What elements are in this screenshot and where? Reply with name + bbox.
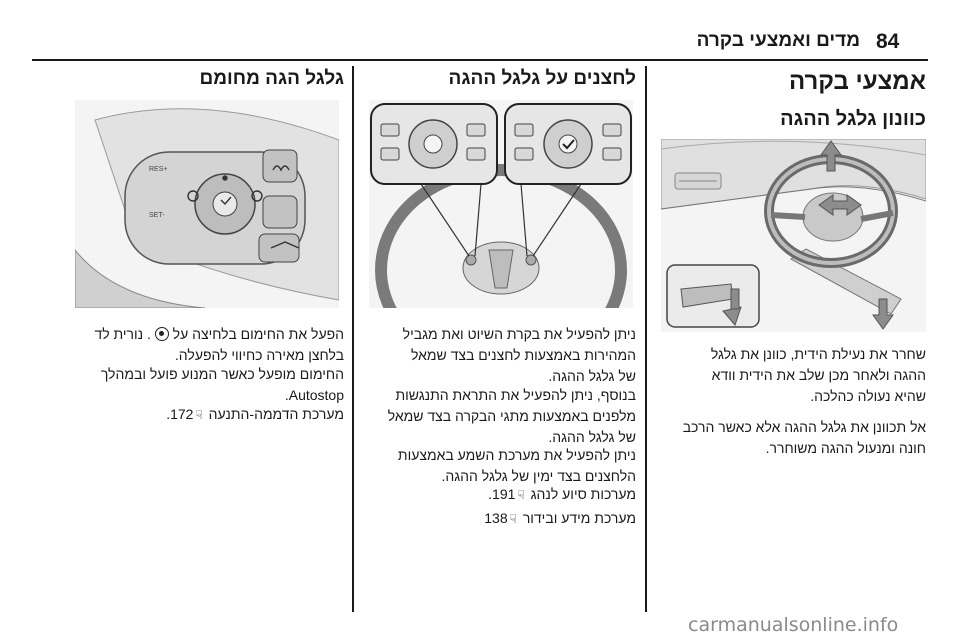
text-line: [72, 324, 344, 345]
page-number: 84: [876, 30, 900, 53]
text-line: אל תכוונן את גלגל ההגה אלא כאשר הרכב: [682, 419, 926, 435]
paragraph-heated-wheel-operation: [72, 364, 344, 406]
text-line: חונה ומנעול ההגה משוחרר.: [765, 440, 926, 456]
text-fragment: . נורית לד: [94, 326, 151, 342]
figure-wheel-buttons: [369, 100, 633, 308]
cross-reference-infotainment[interactable]: [362, 508, 636, 530]
reference-text: מערכת מידע ובידור: [522, 510, 636, 526]
paragraph-audio-controls: [362, 445, 636, 487]
column-divider-right: [645, 66, 647, 612]
text-line: ניתן להפעיל את בקרת השיוט ואת מגביל: [402, 326, 636, 342]
paragraph-heated-wheel-activate: [72, 324, 344, 366]
page-header: [0, 0, 960, 58]
cross-reference-stop-start[interactable]: מערכת הדממה-התנעה ☟172.: [166, 406, 344, 422]
subsection-title-steering-adjust: כוונון גלגל ההגה: [780, 108, 926, 130]
text-line: ניתן להפעיל את מערכת השמע באמצעות: [397, 447, 636, 463]
paragraph-cruise-control: [362, 324, 636, 387]
section-title-wheel-buttons: לחצנים על גלגל ההגה: [448, 68, 636, 89]
section-title-heated-wheel: גלגל הגה מחומם: [199, 68, 344, 89]
text-fragment: הפעל את החימום בלחיצה על: [172, 326, 344, 342]
text-line: Autostop.: [284, 387, 344, 403]
text-line: שחרר את נעילת הידית, כוונן את גלגל: [710, 346, 926, 362]
reference-arrow-icon: ☟: [509, 512, 517, 526]
text-line: בלחצן מאירה כחיווי להפעלה.: [174, 347, 344, 363]
paragraph-collision-alert: [362, 385, 636, 448]
figure-heated-wheel-button: [75, 100, 339, 308]
column-divider-left: [352, 66, 354, 612]
text-line: בנוסף, ניתן להפעיל את התראת התנגשות: [395, 387, 636, 403]
figure-steering-adjustment: [661, 139, 926, 332]
paragraph-steering-warning: [660, 417, 926, 459]
heated-steering-wheel-icon: [155, 327, 169, 341]
reference-text: מערכת הדממה-התנעה: [208, 406, 344, 422]
reference-page: 191: [492, 486, 516, 502]
header-divider: [32, 59, 928, 61]
set-minus-label: SET-: [149, 212, 165, 219]
reference-arrow-icon: ☟: [195, 408, 203, 422]
text-line: ההגה ולאחר מכן שלב את הידית וודא: [711, 367, 926, 383]
reference-arrow-icon: ☟: [517, 488, 525, 502]
chapter-title: מדים ואמצעי בקרה: [696, 30, 860, 51]
text-line: החימום מופעל כאשר המנוע פועל ובמהלך: [100, 366, 344, 382]
reference-text: מערכות סיוע לנהג: [530, 486, 636, 502]
paragraph-steering-adjust: [660, 344, 926, 407]
text-line: של גלגל ההגה.: [548, 368, 636, 384]
section-title-controls: אמצעי בקרה: [788, 68, 926, 95]
text-line: המהירות באמצעות לחצנים בצד שמאל: [410, 347, 636, 363]
res-plus-label: RES+: [149, 166, 168, 173]
text-line: מלפנים באמצעות מתגי הבקרה בצד שמאל: [387, 408, 636, 424]
cross-reference-driver-assist[interactable]: מערכות סיוע לנהג ☟191.: [488, 486, 636, 502]
reference-page: 172: [170, 406, 194, 422]
text-line: של גלגל ההגה.: [548, 429, 636, 445]
text-line: הלחצנים בצד ימין של גלגל ההגה.: [441, 468, 636, 484]
text-line: שהיא נעולה כהלכה.: [810, 388, 926, 404]
reference-page: 138: [484, 510, 508, 526]
watermark: carmanualsonline.info: [688, 614, 899, 636]
